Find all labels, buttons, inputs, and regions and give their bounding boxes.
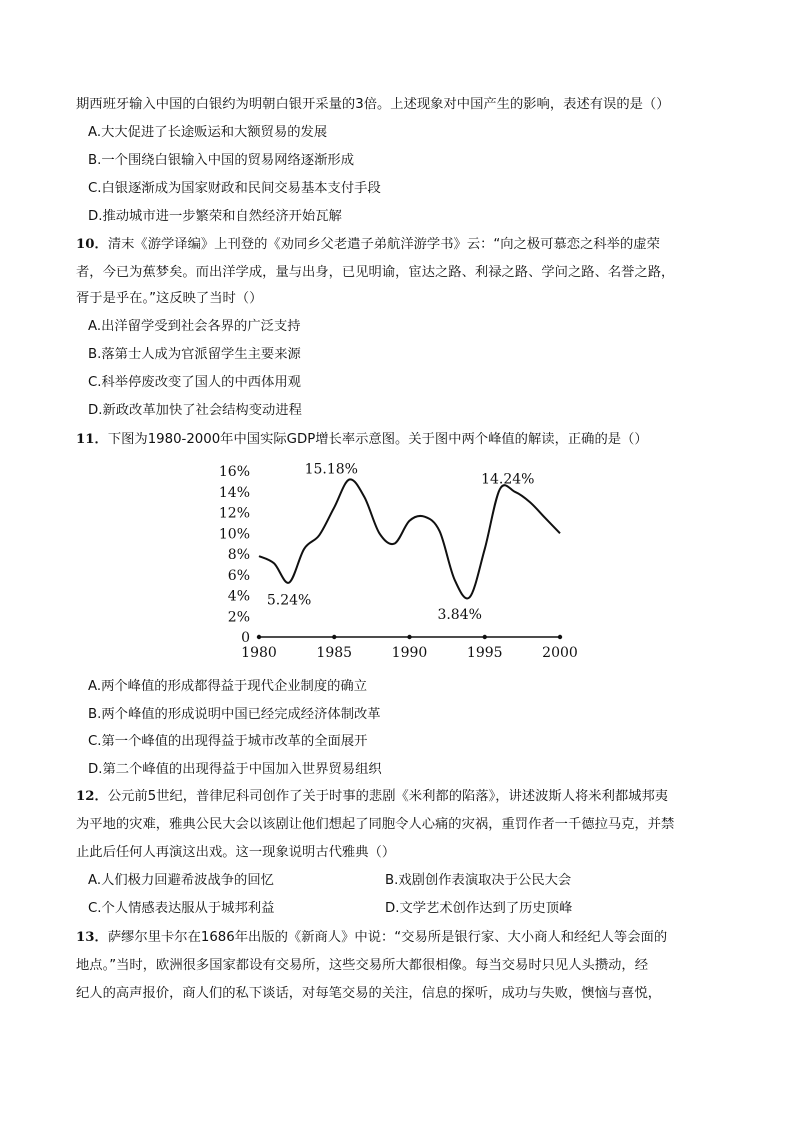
q12-option-c: C.个人情感表达服从于城邦利益	[88, 901, 275, 916]
x-tick-label: 1995	[466, 645, 503, 661]
y-tick-label: 2%	[227, 609, 250, 626]
q9-stem-tail: 期西班牙输入中国的白银约为明朝白银开采量的3倍。上述现象对中国产生的影响，表述有误的是（）	[76, 97, 670, 112]
q11-stem	[76, 431, 648, 449]
q10-line-2: 者，今已为蕉梦矣。而出洋学成，量与出身，已见明谕，宦达之路、利禄之路、学问之路、名誉之路，	[76, 265, 675, 280]
q10-line-3: 胥于是乎在。”这反映了当时（）	[76, 291, 263, 306]
q9-option-a: A.大大促进了长途贩运和大额贸易的发展	[88, 125, 328, 140]
q10-option-a: A.出洋留学受到社会各界的广泛支持	[88, 319, 301, 334]
q12-line-1-text: 公元前5世纪，普律尼科司创作了关于时事的悲剧《米利都的陷落》，讲述波斯人将米利都城邦夷	[107, 789, 669, 804]
q10-option-c: C.科举停废改变了国人的中西体用观	[88, 375, 301, 390]
y-tick-label: 14%	[218, 484, 250, 501]
q13-number: 13．	[76, 930, 108, 945]
peak-label: 3.84%	[437, 607, 482, 624]
gdp-growth-chart	[218, 458, 588, 663]
q9-option-b: B.一个围绕白银输入中国的贸易网络逐渐形成	[88, 153, 354, 168]
q12-line-3: 止此后任何人再演这出戏。这一现象说明古代雅典（）	[76, 845, 396, 860]
q13-line-1	[76, 929, 667, 947]
x-axis-ticks	[241, 635, 578, 661]
y-axis-ticks	[219, 464, 250, 646]
q10-option-d: D.新政改革加快了社会结构变动进程	[88, 403, 302, 418]
y-tick-label: 8%	[227, 547, 250, 563]
q10-number: 10．	[76, 237, 108, 252]
q12-option-b: B.戏剧创作表演取决于公民大会	[385, 873, 572, 888]
q11-option-d: D.第二个峰值的出现得益于中国加入世界贸易组织	[88, 762, 382, 777]
peak-label: 5.24%	[266, 592, 312, 609]
q12-option-d: D.文学艺术创作达到了历史顶峰	[385, 901, 573, 916]
y-tick-label: 4%	[227, 588, 250, 605]
x-tick-label: 1985	[316, 645, 353, 661]
q11-stem-text: 下图为1980-2000年中国实际GDP增长率示意图。关于图中两个峰值的解读，正确的是（）	[107, 432, 648, 447]
y-tick-label: 10%	[218, 526, 250, 543]
q11-number: 11．	[76, 432, 108, 447]
x-tick-label: 2000	[542, 645, 578, 661]
q11-option-b: B.两个峰值的形成说明中国已经完成经济体制改革	[88, 707, 381, 722]
q11-option-c: C.第一个峰值的出现得益于城市改革的全面展开	[88, 734, 368, 749]
q13-line-3: 纪人的高声报价，商人们的私下谈话，对每笔交易的关注，信息的探听，成功与失败，懊恼与喜悦，	[76, 986, 662, 1001]
q12-number: 12．	[76, 789, 108, 804]
gdp-growth-line	[259, 479, 560, 598]
q13-line-2: 地点。”当时，欧洲很多国家都设有交易所，这些交易所大都很相像。每当交易时只见人头攒动，经	[76, 958, 649, 973]
q10-option-b: B.落第士人成为官派留学生主要来源	[88, 347, 301, 362]
y-tick-label: 16%	[218, 464, 250, 480]
q12-option-a: A.人们极力回避希波战争的回忆	[88, 873, 274, 888]
y-tick-label: 12%	[218, 505, 250, 522]
q10-line-1	[76, 236, 660, 254]
chart-annotations	[267, 462, 535, 624]
q9-option-d: D.推动城市进一步繁荣和自然经济开始瓦解	[88, 209, 342, 224]
x-tick-label: 1990	[391, 645, 428, 661]
peak-label: 14.24%	[481, 471, 535, 488]
y-tick-label: 0	[241, 630, 250, 646]
q13-line-1-text: 萨缪尔里卡尔在1686年出版的《新商人》中说：“交易所是银行家、大小商人和经纪人等会面的	[107, 930, 668, 945]
peak-label: 15.18%	[304, 461, 358, 478]
y-tick-label: 6%	[227, 567, 250, 584]
q12-line-2: 为平地的灾难，雅典公民大会以该剧让他们想起了同胞令人心痛的灾祸，重罚作者一千德拉马克，并禁	[76, 817, 675, 832]
q11-option-a: A.两个峰值的形成都得益于现代企业制度的确立	[88, 679, 368, 694]
q9-option-c: C.白银逐渐成为国家财政和民间交易基本支付手段	[88, 181, 381, 196]
q12-line-1	[76, 788, 668, 806]
q10-line-1-text: 清末《游学译编》上刊登的《劝同乡父老遣子弟航洋游学书》云：“向之极可慕恋之科举的虚荣	[107, 237, 660, 252]
x-tick-label: 1980	[241, 645, 277, 661]
